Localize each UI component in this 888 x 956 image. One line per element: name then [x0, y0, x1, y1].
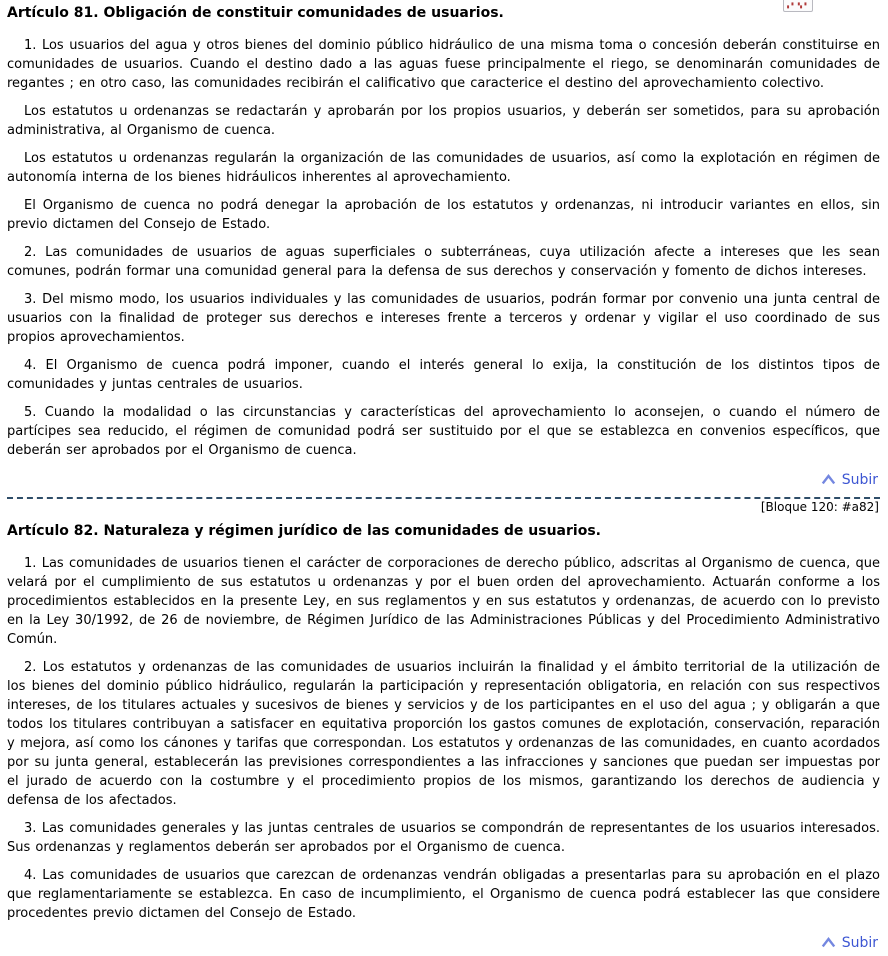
subir-link-article-82[interactable] — [821, 935, 878, 952]
article-82-heading: Artículo 82. Naturaleza y régimen jurídico de las comunidades de usuarios. — [7, 523, 601, 539]
block-reference-label: [Bloque 120: #a82] — [760, 500, 879, 514]
chevron-up-icon — [821, 936, 836, 952]
article-82-paragraph-3: 3. Las comunidades generales y las juntas centrales de usuarios se compondrán de representantes de los usuarios interesados. Sus ordenanzas y reglamentos deberán ser aprobados por el Organismo de cuenca. — [7, 821, 880, 855]
article-81-subir-row — [7, 469, 878, 489]
article-81-heading: Artículo 81. Obligación de constituir comunidades de usuarios. — [7, 5, 504, 21]
article-81-paragraph-3: Los estatutos u ordenanzas regularán la organización de las comunidades de usuarios, así como la explotación en régimen de autonomía interna de los bienes hidráulicos inherentes al aprovechamiento. — [7, 151, 880, 185]
subir-label: Subir — [841, 472, 878, 488]
article-82-paragraph-4: 4. Las comunidades de usuarios que carezcan de ordenanzas vendrán obligadas a presentarlas para su aprobación en el plazo que reglamentariamente se establezca. En caso de incumplimiento, el Organismo de cuenca podrá establecer las que considere procedentes previo dictamen del Consejo de Estado. — [7, 868, 880, 921]
article-81-paragraph-5: 2. Las comunidades de usuarios de aguas superficiales o subterráneas, cuya utilización afecte a intereses que les sean comunes, podrán formar una comunidad general para la defensa de sus derechos y conservación y fomento de dichos intereses. — [7, 245, 880, 279]
article-81-section — [7, 5, 880, 489]
cropped-image-icon[interactable] — [783, 0, 813, 12]
article-81-paragraph-8: 5. Cuando la modalidad o las circunstancias y características del aprovechamiento lo aconsejen, o cuando el número de partícipes sea reducido, el régimen de comunidad podrá ser sustituido por el que se establezca en convenios específicos, que deberán ser aprobados por el Organismo de cuenca. — [7, 405, 880, 458]
section-divider — [7, 497, 880, 499]
article-81-paragraph-4: El Organismo de cuenca no podrá denegar la aprobación de los estatutos y ordenanzas, ni introducir variantes en ellos, sin previo dictamen del Consejo de Estado. — [7, 198, 880, 232]
cropped-image-glyph: ▖▘▝▖▘ — [787, 3, 809, 9]
subir-link-article-81[interactable] — [821, 472, 878, 489]
subir-label: Subir — [841, 935, 878, 951]
article-82-section — [7, 523, 880, 952]
article-81-paragraph-7: 4. El Organismo de cuenca podrá imponer, cuando el interés general lo exija, la constitución de los distintos tipos de comunidades y juntas centrales de usuarios. — [7, 358, 880, 392]
article-81-paragraph-2: Los estatutos u ordenanzas se redactarán y aprobarán por los propios usuarios, y deberán ser sometidos, para su aprobación administrativa, al Organismo de cuenca. — [7, 104, 880, 138]
article-82-paragraph-1: 1. Las comunidades de usuarios tienen el carácter de corporaciones de derecho público, adscritas al Organismo de cuenca, que velará por el cumplimiento de sus estatutos u ordenanzas y por el buen orden del aprovechamiento. Actuarán conforme a los procedimientos establecidos en la presente Ley, en sus reglamentos y en sus estatutos y ordenanzas, de acuerdo con lo previsto en la Ley 30/1992, de 26 de noviembre, de Régimen Jurídico de las Administraciones Públicas y del Procedimiento Administrativo Común. — [7, 556, 880, 647]
article-81-paragraph-6: 3. Del mismo modo, los usuarios individuales y las comunidades de usuarios, podrán formar por convenio una junta central de usuarios con la finalidad de proteger sus derechos e intereses frente a terceros y ordenar y vigilar el uso coordinado de sus propios aprovechamientos. — [7, 292, 880, 345]
chevron-up-icon — [821, 473, 836, 489]
article-82-paragraph-2: 2. Los estatutos y ordenanzas de las comunidades de usuarios incluirán la finalidad y el ámbito territorial de la utilización de los bienes del dominio público hidráulico, regularán la participación y representación obligatoria, en relación con sus respectivos intereses, de los titulares actuales y sucesivos de bienes y servicios y de los participantes en el uso del agua ; y obligarán a que todos los titulares contribuyan a satisfacer en equitativa proporción los gastos comunes de explotación, conservación, reparación y mejora, así como los cánones y tarifas que correspondan. Los estatutos y ordenanzas de las comunidades, en cuanto acordados por su junta general, establecerán las previsiones correspondientes a las infracciones y sanciones que puedan ser impuestas por el jurado de acuerdo con la costumbre y el procedimiento propios de los mismos, garantizando los derechos de audiencia y defensa de los afectados. — [7, 660, 880, 808]
article-81-paragraph-1: 1. Los usuarios del agua y otros bienes del dominio público hidráulico de una misma toma o concesión deberán constituirse en comunidades de usuarios. Cuando el destino dado a las aguas fuese principalmente el riego, se denominarán comunidades de regantes ; en otro caso, las comunidades recibirán el calificativo que caracterice el destino del aprovechamiento colectivo. — [7, 38, 880, 91]
article-82-subir-row — [7, 932, 878, 952]
